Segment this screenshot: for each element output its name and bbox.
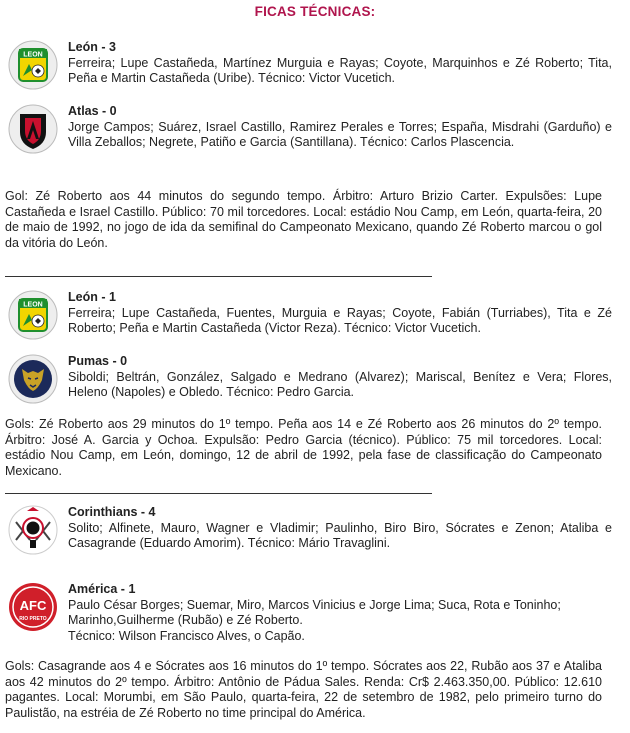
team-name: Atlas - 0 (68, 104, 117, 118)
team-block-pumas (8, 354, 620, 410)
leon-crest-icon (8, 290, 58, 340)
america-logo-subtext: RIO PRETO (19, 616, 47, 622)
team-info (68, 290, 612, 337)
team-lineup: Jorge Campos; Suárez, Israel Castillo, Ramirez Perales e Torres; España, Misdrahi (Garduño) e Villa Zeballos; Negrete, Patiño e Garcia (Santillana). Técnico: Carlos Plascencia. (68, 119, 612, 149)
match-summary: Gols: Zé Roberto aos 29 minutos do 1º tempo. Peña aos 14 e Zé Roberto aos 26 minutos do 2º tempo. Árbitro: José A. Garcia y Ochoa. Expulsão: Pedro Garcia (técnico). Público: 75 mil torcedores. Local: estádio Nou Camp, em León, domingo, 12 de abril de 1992, pela fase de classificação do Campeonato Mexicano. (5, 417, 602, 478)
corinthians-crest-icon (8, 505, 58, 555)
team-block-leon-2 (8, 290, 620, 346)
team-name: Pumas - 0 (68, 354, 128, 368)
team-block-america (8, 582, 620, 652)
team-block-corinthians (8, 505, 620, 575)
team-lineup: Solito; Alfinete, Mauro, Wagner e Vladimir; Paulinho, Biro Biro, Sócrates e Zenon; Ataliba e Casagrande (Eduardo Amorim). Técnico: Mário Travaglini. (68, 520, 612, 550)
team-info (68, 582, 612, 644)
team-info (68, 354, 612, 401)
match-summary: Gols: Casagrande aos 4 e Sócrates aos 16 minutos do 1º tempo. Sócrates aos 22, Rubão aos 37 e Ataliba aos 42 minutos do 2º tempo. Árbitro: Antônio de Pádua Sales. Renda: Cr$ 2.463.350,00. Público: 12.610 pagantes. Local: Morumbi, em São Paulo, quarta-feira, 22 de setembro de 1982, pelo primeiro turno do Paulistão, na estréia de Zé Roberto no time principal do América. (5, 659, 602, 720)
team-block-atlas (8, 104, 620, 174)
team-lineup: Ferreira; Lupe Castañeda, Fuentes, Murguia e Rayas; Coyote, Fabián (Turriabes), Tita e Zé Roberto; Peña e Martin Castañeda (Victor Reza). Técnico: Victor Vucetich. (68, 305, 612, 335)
team-name: América - 1 (68, 582, 136, 596)
team-info (68, 104, 612, 151)
pumas-crest-icon (8, 354, 58, 404)
america-logo-text: AFC (19, 598, 47, 613)
team-name: León - 3 (68, 40, 116, 54)
team-name: Corinthians - 4 (68, 505, 156, 519)
america-crest-icon (8, 582, 58, 632)
divider (5, 493, 432, 494)
match-summary: Gol: Zé Roberto aos 44 minutos do segundo tempo. Árbitro: Arturo Brizio Carter. Expulsões: Lupe Castañeda e Israel Castillo. Público: 70 mil torcedores. Local: estádio Nou Camp, em León, quarta-feira, 20 de maio de 1992, no jogo de ida da semifinal do Campeonato Mexicano, quando Zé Roberto marcou o gol da vitória do León. (5, 189, 602, 250)
leon-crest-icon (8, 40, 58, 90)
atlas-crest-icon (8, 104, 58, 154)
team-lineup: Siboldi; Beltrán, González, Salgado e Medrano (Alvarez); Mariscal, Benítez e Vera; Flores, Heleno (Napoles) e Obledo. Técnico: Pedro Garcia. (68, 369, 612, 399)
team-block-leon-1 (8, 40, 620, 96)
team-info (68, 40, 612, 87)
team-info (68, 505, 612, 552)
leon-logo-text: LEON (23, 301, 43, 309)
divider (5, 276, 432, 277)
team-name: León - 1 (68, 290, 116, 304)
team-lineup-line: Marinho,Guilherme (Rubão) e Zé Roberto. (68, 613, 303, 627)
leon-logo-text: LEON (23, 51, 43, 59)
team-lineup: Ferreira; Lupe Castañeda, Martínez Murguia e Rayas; Coyote, Marquinhos e Zé Roberto; Tita, Peña e Martin Castañeda (Uribe). Técnico: Victor Vucetich. (68, 55, 612, 85)
team-lineup-line: Paulo César Borges; Suemar, Miro, Marcos Vinicius e Jorge Lima; Suca, Rota e Toninho; (68, 597, 561, 612)
team-lineup-line: Técnico: Wilson Francisco Alves, o Capão. (68, 628, 305, 643)
page-title: FICAS TÉCNICAS: (254, 4, 376, 19)
